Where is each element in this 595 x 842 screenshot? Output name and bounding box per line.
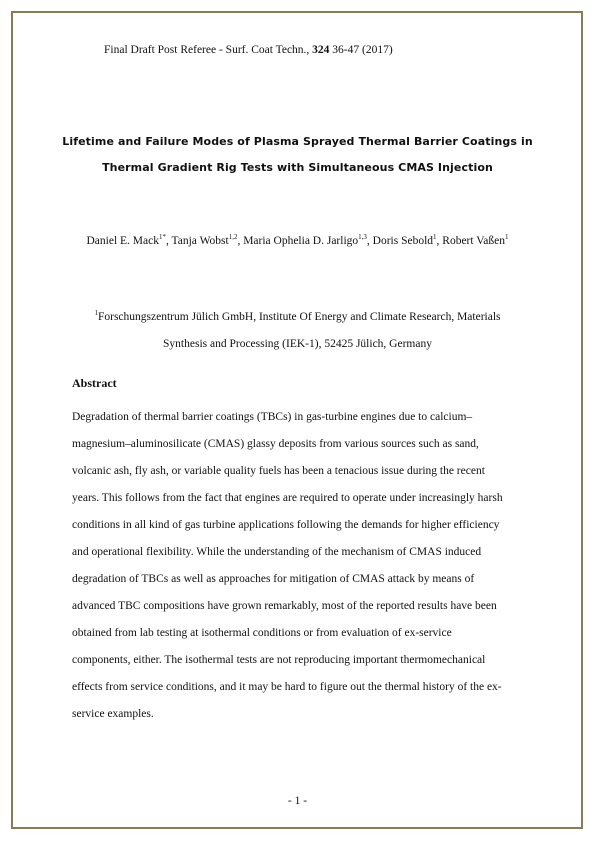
author-name: Maria Ophelia D. Jarligo — [243, 235, 359, 247]
abstract-line: components, either. The isothermal tests are not reproducing important thermomechanical — [72, 654, 486, 666]
author-affiliation-mark: 1* — [158, 233, 166, 241]
author-separator: , — [436, 235, 443, 247]
author-name: Tanja Wobst — [171, 235, 229, 247]
paper-title-line-2: Thermal Gradient Rig Tests with Simultaneous CMAS Injection — [102, 161, 493, 174]
abstract-line: service examples. — [72, 708, 154, 720]
affiliation-mark: 1 — [94, 309, 98, 317]
citation-suffix: 36-47 (2017) — [329, 44, 393, 56]
abstract-heading: Abstract — [72, 376, 117, 390]
author-name: Daniel E. Mack — [86, 235, 159, 247]
page-number: - 1 - — [287, 795, 308, 807]
abstract-line: obtained from lab testing at isothermal conditions or from evaluation of ex-service — [72, 627, 452, 639]
abstract-line: magnesium–aluminosilicate (CMAS) glassy deposits from various sources such as sand, — [72, 438, 479, 450]
citation-prefix: Final Draft Post Referee - Surf. Coat Techn., — [104, 44, 313, 56]
abstract-line: effects from service conditions, and it may be hard to figure out the thermal history of the ex- — [72, 681, 502, 693]
author-affiliation-mark: 1 — [433, 233, 437, 241]
author-affiliation-mark: 1,2 — [228, 233, 238, 241]
citation-volume: 324 — [312, 44, 330, 56]
abstract-line: degradation of TBCs as well as approaches for mitigation of CMAS attack by means of — [72, 573, 475, 585]
abstract-line: conditions in all kind of gas turbine applications following the demands for higher efficiency — [72, 519, 500, 531]
affiliation-line-1 — [0, 311, 595, 323]
author-separator: , — [165, 235, 172, 247]
citation-header — [104, 44, 393, 56]
paper-title-line-1: Lifetime and Failure Modes of Plasma Sprayed Thermal Barrier Coatings in — [62, 135, 533, 148]
affiliation-line-2: Synthesis and Processing (IEK-1), 52425 Jülich, Germany — [163, 338, 432, 350]
affiliation-text-1: Forschungszentrum Jülich GmbH, Institute Of Energy and Climate Research, Materials — [97, 311, 501, 323]
abstract-line: years. This follows from the fact that engines are required to operate under increasingly harsh — [72, 492, 503, 504]
abstract-line: and operational flexibility. While the understanding of the mechanism of CMAS induced — [72, 546, 482, 558]
author-name: Robert Vaßen — [442, 235, 505, 247]
abstract-line: advanced TBC compositions have grown remarkably, most of the reported results have been — [72, 600, 497, 612]
author-affiliation-mark: 1 — [505, 233, 509, 241]
author-separator: , — [237, 235, 244, 247]
author-separator: , — [366, 235, 373, 247]
author-list — [0, 235, 595, 247]
author-name: Doris Sebold — [372, 235, 434, 247]
abstract-line: Degradation of thermal barrier coatings (TBCs) in gas-turbine engines due to calcium– — [72, 411, 473, 423]
abstract-line: volcanic ash, fly ash, or variable quality fuels has been a tenacious issue during the recent — [72, 465, 485, 477]
author-affiliation-mark: 1,3 — [358, 233, 367, 241]
